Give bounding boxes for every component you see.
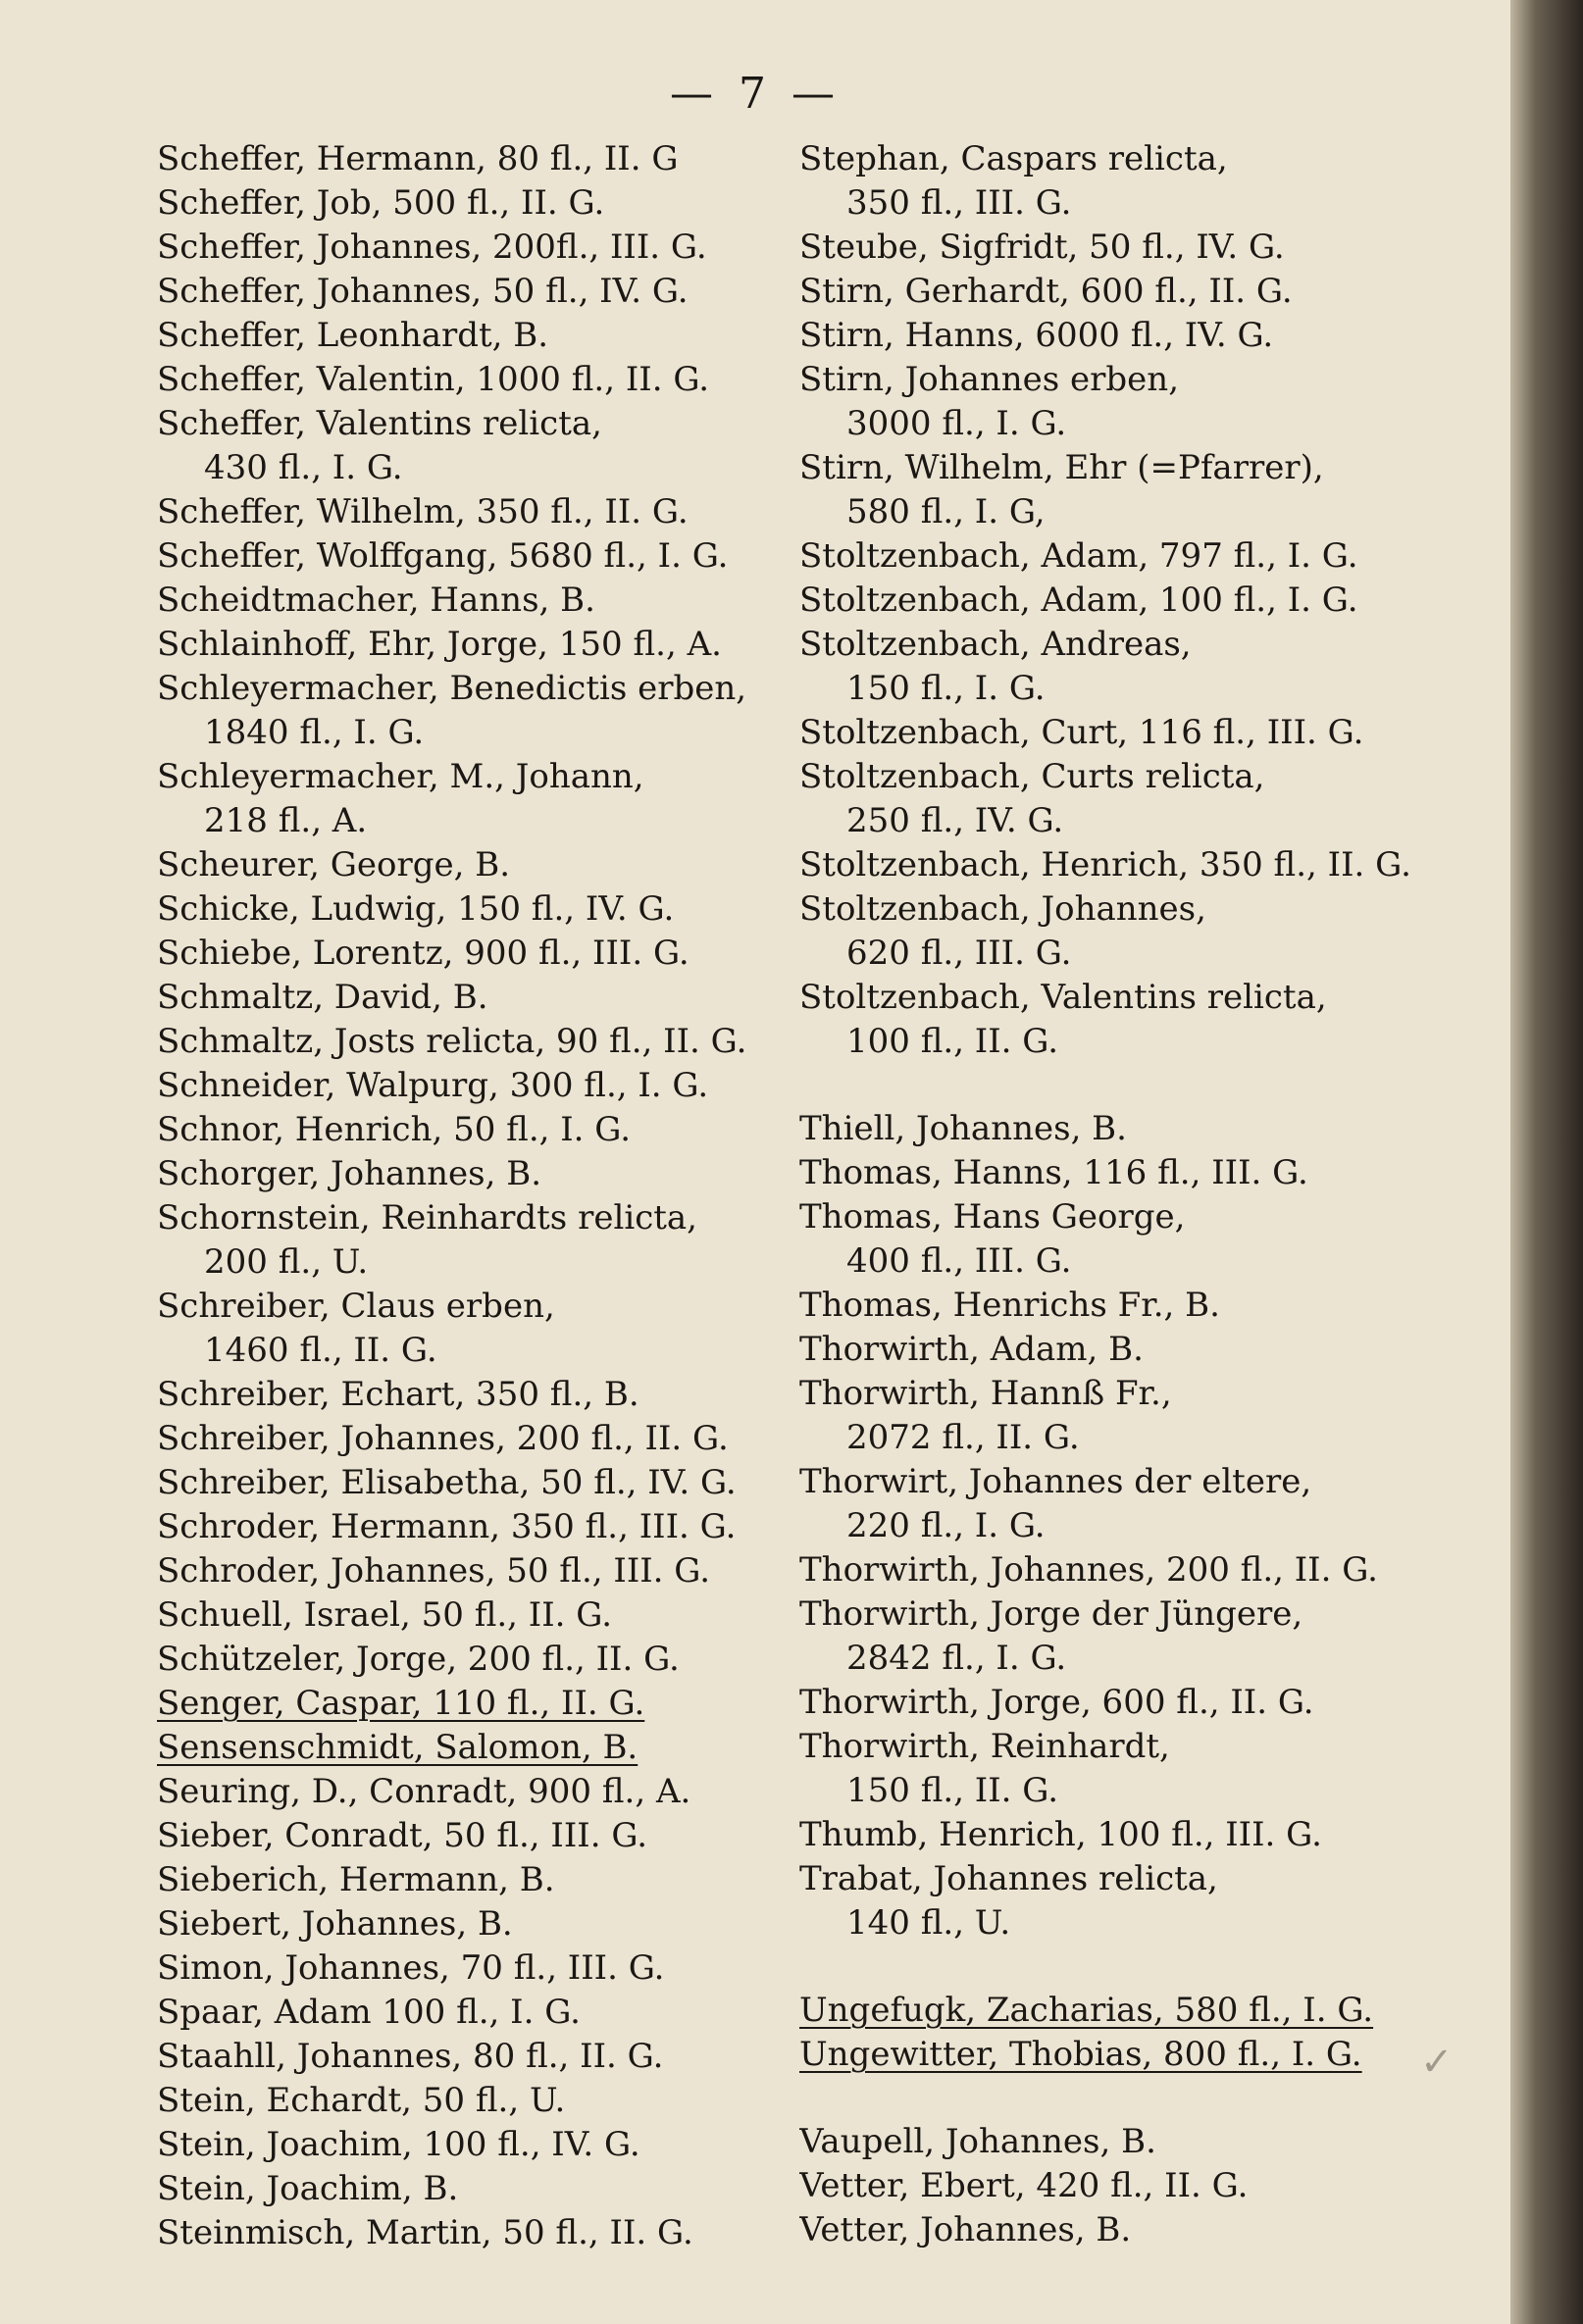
register-entry: Vetter, Ebert, 420 fl., II. G. bbox=[799, 2166, 1249, 2205]
register-entry: Stoltzenbach, Johannes, bbox=[799, 889, 1206, 929]
register-entry: Spaar, Adam 100 fl., I. G. bbox=[157, 1993, 581, 2032]
register-entry: Scheffer, Wolffgang, 5680 fl., I. G. bbox=[157, 536, 729, 576]
register-entry: Scheffer, Leonhardt, B. bbox=[157, 316, 549, 355]
register-entry: Thorwirth, Jorge, 600 fl., II. G. bbox=[799, 1683, 1314, 1722]
page-number: — 7 — bbox=[670, 69, 841, 119]
register-entry: Scheurer, George, B. bbox=[157, 845, 511, 884]
left-column bbox=[157, 137, 785, 2255]
register-entry: 150 fl., II. G. bbox=[846, 1771, 1059, 1810]
register-entry: 430 fl., I. G. bbox=[204, 448, 403, 487]
register-entry: Stoltzenbach, Andreas, bbox=[799, 625, 1192, 664]
register-entry: Seuring, D., Conradt, 900 fl., A. bbox=[157, 1772, 691, 1811]
right-column bbox=[799, 137, 1486, 2252]
register-entry: Stirn, Hanns, 6000 fl., IV. G. bbox=[799, 316, 1274, 355]
register-entry: Stirn, Wilhelm, Ehr (=Pfarrer), bbox=[799, 448, 1324, 487]
register-entry: Schreiber, Echart, 350 fl., B. bbox=[157, 1375, 639, 1414]
register-entry: Scheffer, Hermann, 80 fl., II. G bbox=[157, 139, 679, 178]
register-entry: Staahll, Johannes, 80 fl., II. G. bbox=[157, 2037, 664, 2076]
register-entry: Thorwirth, Adam, B. bbox=[799, 1330, 1144, 1369]
register-entry: 150 fl., I. G. bbox=[846, 669, 1046, 708]
register-entry: Stirn, Gerhardt, 600 fl., II. G. bbox=[799, 272, 1293, 311]
register-entry: 220 fl., I. G. bbox=[846, 1506, 1046, 1545]
register-entry: Schreiber, Elisabetha, 50 fl., IV. G. bbox=[157, 1463, 737, 1502]
register-entry: 140 fl., U. bbox=[846, 1903, 1011, 1943]
register-entry: Thorwirt, Johannes der eltere, bbox=[799, 1462, 1312, 1501]
register-entry: 218 fl., A. bbox=[204, 801, 368, 840]
register-entry: Thorwirth, Johannes, 200 fl., II. G. bbox=[799, 1550, 1378, 1590]
register-entry: Thorwirth, Hannß Fr., bbox=[799, 1374, 1172, 1413]
register-entry: Ungewitter, Thobias, 800 fl., I. G. bbox=[799, 2035, 1362, 2074]
register-entry: 2072 fl., II. G. bbox=[846, 1418, 1080, 1457]
register-entry: Schreiber, Claus erben, bbox=[157, 1287, 555, 1326]
register-entry: Stein, Echardt, 50 fl., U. bbox=[157, 2081, 566, 2120]
register-entry: Schornstein, Reinhardts relicta, bbox=[157, 1198, 697, 1238]
register-entry: 3000 fl., I. G. bbox=[846, 404, 1067, 443]
register-entry: Stoltzenbach, Adam, 100 fl., I. G. bbox=[799, 581, 1358, 620]
register-entry: Scheffer, Johannes, 200fl., III. G. bbox=[157, 227, 707, 267]
register-entry: Thomas, Hanns, 116 fl., III. G. bbox=[799, 1153, 1308, 1192]
register-entry: Schneider, Walpurg, 300 fl., I. G. bbox=[157, 1066, 709, 1105]
register-entry: Thiell, Johannes, B. bbox=[799, 1109, 1127, 1148]
register-entry: 350 fl., III. G. bbox=[846, 183, 1072, 223]
register-entry: Schiebe, Lorentz, 900 fl., III. G. bbox=[157, 934, 689, 973]
register-entry: Steube, Sigfridt, 50 fl., IV. G. bbox=[799, 227, 1285, 267]
register-entry: Schnor, Henrich, 50 fl., I. G. bbox=[157, 1110, 632, 1149]
register-entry: 1840 fl., I. G. bbox=[204, 713, 425, 752]
register-entry: Schorger, Johannes, B. bbox=[157, 1154, 542, 1193]
register-entry: Schuell, Israel, 50 fl., II. G. bbox=[157, 1595, 613, 1635]
register-entry: Schroder, Johannes, 50 fl., III. G. bbox=[157, 1551, 711, 1591]
register-entry: Senger, Caspar, 110 fl., II. G. bbox=[157, 1684, 645, 1723]
register-entry: Trabat, Johannes relicta, bbox=[799, 1859, 1218, 1898]
register-entry: Scheffer, Johannes, 50 fl., IV. G. bbox=[157, 272, 689, 311]
register-entry: Schützeler, Jorge, 200 fl., II. G. bbox=[157, 1640, 680, 1679]
check-mark-icon: ✓ bbox=[1420, 2040, 1454, 2085]
register-entry: Schlainhoff, Ehr, Jorge, 150 fl., A. bbox=[157, 625, 722, 664]
register-entry: Sieber, Conradt, 50 fl., III. G. bbox=[157, 1816, 648, 1855]
register-entry: Thorwirth, Jorge der Jüngere, bbox=[799, 1594, 1303, 1634]
register-entry: Scheffer, Valentin, 1000 fl., II. G. bbox=[157, 360, 710, 399]
register-entry: Vetter, Johannes, B. bbox=[799, 2210, 1132, 2249]
register-entry: Thomas, Henrichs Fr., B. bbox=[799, 1286, 1220, 1325]
register-entry: Schleyermacher, M., Johann, bbox=[157, 757, 644, 796]
register-entry: Stein, Joachim, B. bbox=[157, 2169, 459, 2208]
register-entry: Ungefugk, Zacharias, 580 fl., I. G. bbox=[799, 1991, 1374, 2030]
register-entry: Schmaltz, David, B. bbox=[157, 978, 488, 1017]
register-entry: Vaupell, Johannes, B. bbox=[799, 2122, 1156, 2161]
register-entry: Scheffer, Wilhelm, 350 fl., II. G. bbox=[157, 492, 689, 531]
register-entry: 200 fl., U. bbox=[204, 1242, 369, 1282]
register-entry: Stoltzenbach, Curt, 116 fl., III. G. bbox=[799, 713, 1364, 752]
register-entry: Stein, Joachim, 100 fl., IV. G. bbox=[157, 2125, 640, 2164]
register-entry: Schicke, Ludwig, 150 fl., IV. G. bbox=[157, 889, 675, 929]
register-entry: 250 fl., IV. G. bbox=[846, 801, 1064, 840]
register-entry: 400 fl., III. G. bbox=[846, 1241, 1072, 1281]
register-entry: Schleyermacher, Benedictis erben, bbox=[157, 669, 747, 708]
register-entry: Schreiber, Johannes, 200 fl., II. G. bbox=[157, 1419, 729, 1458]
register-entry: Stoltzenbach, Curts relicta, bbox=[799, 757, 1265, 796]
register-entry: Stirn, Johannes erben, bbox=[799, 360, 1179, 399]
register-entry: 580 fl., I. G, bbox=[846, 492, 1046, 531]
register-entry: Sieberich, Hermann, B. bbox=[157, 1860, 555, 1899]
register-entry: Sensenschmidt, Salomon, B. bbox=[157, 1728, 638, 1767]
register-entry: Thumb, Henrich, 100 fl., III. G. bbox=[799, 1815, 1322, 1854]
register-entry: Stoltzenbach, Adam, 797 fl., I. G. bbox=[799, 536, 1358, 576]
book-binding-edge bbox=[1510, 0, 1583, 2324]
register-entry: Thomas, Hans George, bbox=[799, 1197, 1186, 1237]
register-entry: Stephan, Caspars relicta, bbox=[799, 139, 1228, 178]
register-entry: Stoltzenbach, Valentins relicta, bbox=[799, 978, 1327, 1017]
register-entry: Scheffer, Valentins relicta, bbox=[157, 404, 602, 443]
register-entry: Schroder, Hermann, 350 fl., III. G. bbox=[157, 1507, 737, 1546]
register-entry: Thorwirth, Reinhardt, bbox=[799, 1727, 1170, 1766]
register-entry: Schmaltz, Josts relicta, 90 fl., II. G. bbox=[157, 1022, 747, 1061]
register-entry: Stoltzenbach, Henrich, 350 fl., II. G. bbox=[799, 845, 1411, 884]
register-entry: Scheffer, Job, 500 fl., II. G. bbox=[157, 183, 605, 223]
register-entry: 1460 fl., II. G. bbox=[204, 1331, 437, 1370]
register-entry: Steinmisch, Martin, 50 fl., II. G. bbox=[157, 2213, 693, 2252]
register-entry: 2842 fl., I. G. bbox=[846, 1639, 1067, 1678]
register-entry: Scheidtmacher, Hanns, B. bbox=[157, 581, 595, 620]
register-entry: 100 fl., II. G. bbox=[846, 1022, 1059, 1061]
register-entry: Simon, Johannes, 70 fl., III. G. bbox=[157, 1948, 665, 1988]
register-entry: Siebert, Johannes, B. bbox=[157, 1904, 513, 1944]
register-entry: 620 fl., III. G. bbox=[846, 934, 1072, 973]
